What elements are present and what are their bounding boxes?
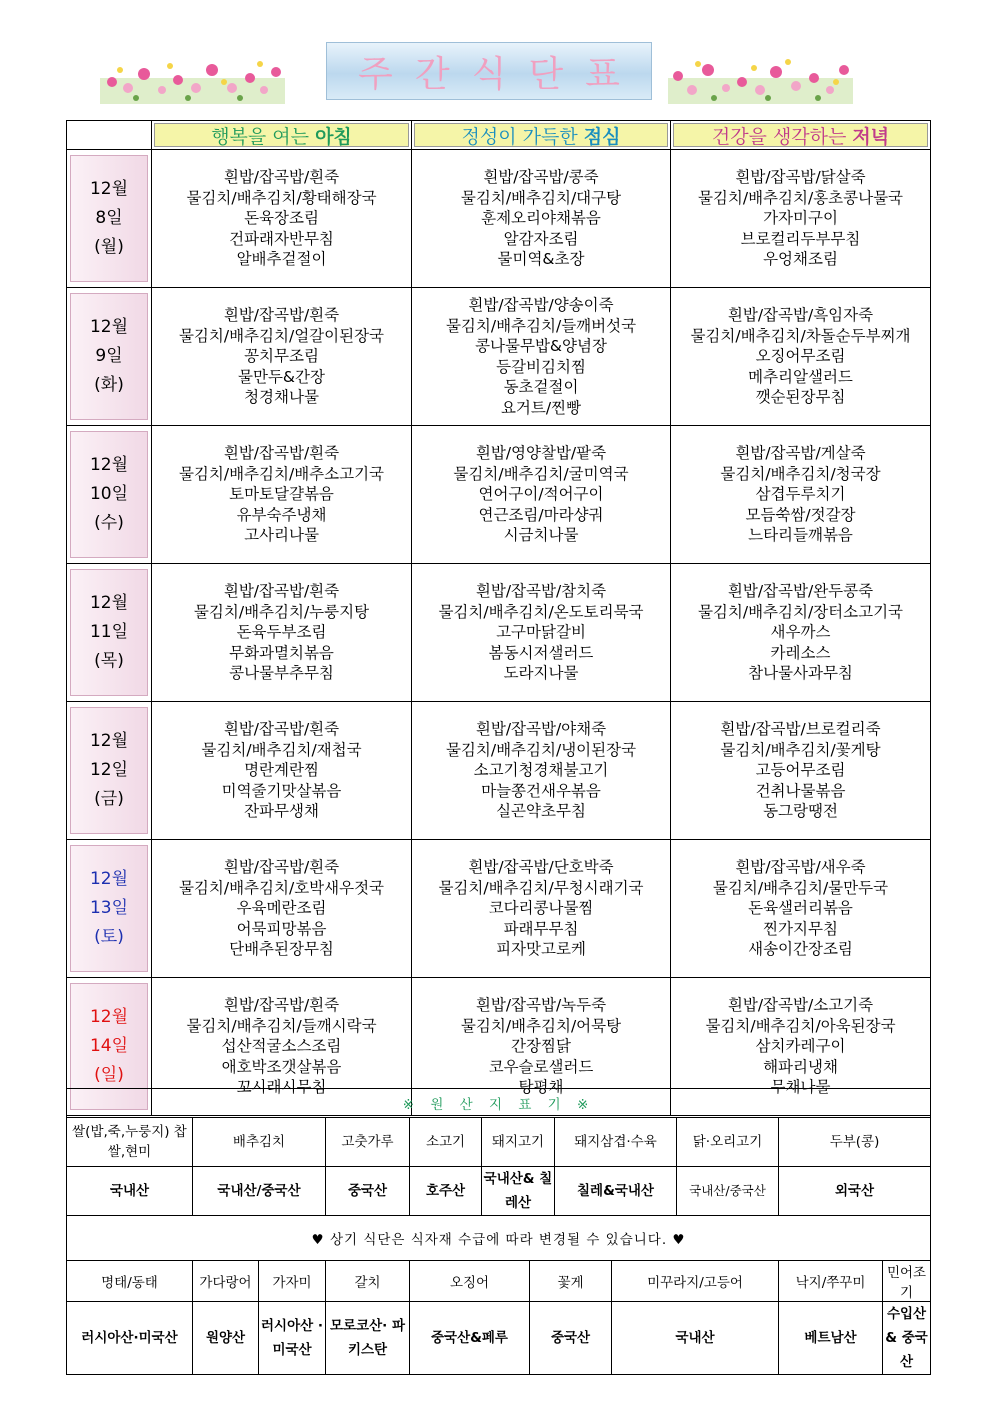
menu-item: 물김치/배추김치/홍초콩나물국 (697, 188, 904, 207)
menu-item: 무채나물 (770, 1078, 831, 1097)
menu-item: 새우까스 (770, 623, 831, 642)
origin-item-name: 소고기 (410, 1118, 482, 1167)
date-cell (67, 564, 152, 702)
menu-item: 메추리알샐러드 (748, 367, 853, 386)
origin-item-value: 원양산 (193, 1302, 259, 1375)
breakfast-menu-cell (152, 564, 412, 702)
menu-item: 소고기청경채불고기 (473, 761, 609, 780)
origin-item-name: 오징어 (410, 1261, 530, 1302)
menu-item: 탕평채 (518, 1078, 564, 1097)
origin-item-name: 낙지/쭈꾸미 (779, 1261, 883, 1302)
menu-item: 오징어무조림 (755, 347, 846, 366)
date-day: 14일 (89, 1036, 129, 1056)
origin-item-value: 외국산 (779, 1167, 931, 1216)
menu-item: 연근조림/마라샹궈 (478, 505, 604, 524)
menu-item: 유부숙주냉채 (236, 505, 327, 524)
menu-item: 시금치나물 (503, 526, 579, 545)
date-weekday: (금) (94, 789, 124, 809)
menu-item: 꼬시래시무침 (236, 1078, 327, 1097)
date-month: 12월 (89, 731, 129, 751)
menu-item: 동그랑땡전 (763, 802, 838, 821)
origin-item-name: 미꾸라지/고등어 (612, 1261, 779, 1302)
menu-item: 알배추겉절이 (236, 250, 327, 269)
flower-decoration-right (668, 48, 853, 104)
menu-item: 동초겉절이 (503, 378, 579, 396)
origin-item-name: 닭·오리고기 (677, 1118, 779, 1167)
menu-item: 흰밥/잡곡밥/새우죽 (735, 858, 866, 877)
date-weekday: (토) (94, 927, 124, 947)
menu-item: 우엉채조림 (763, 250, 838, 269)
date-weekday: (월) (94, 237, 124, 257)
day-row (67, 150, 931, 288)
origin-item-value: 국내산 (67, 1167, 193, 1216)
date-cell (67, 702, 152, 840)
menu-item: 물김치/배추김치/들깨시락국 (186, 1016, 377, 1035)
day-row (67, 426, 931, 564)
page-title: 주간식단표 (326, 42, 652, 100)
origin-item-value: 국내산/중국산 (677, 1167, 779, 1216)
lunch-menu-cell (412, 150, 671, 288)
menu-change-notice: ♥ 상기 식단은 식자재 수급에 따라 변경될 수 있습니다. ♥ (67, 1216, 931, 1261)
flower-decoration-left (100, 48, 285, 104)
day-row (67, 288, 931, 426)
breakfast-header: 행복을 여는 아침 (152, 121, 412, 150)
menu-item: 해파리냉채 (763, 1057, 838, 1076)
breakfast-menu-cell (152, 426, 412, 564)
menu-item: 건취나물볶음 (755, 781, 846, 800)
origin-item-name: 두부(콩) (779, 1118, 931, 1167)
menu-item: 흰밥/잡곡밥/완두콩죽 (727, 582, 874, 601)
menu-item: 물김치/배추김치/호박새우젓국 (178, 878, 385, 897)
origin-item-name: 가자미 (259, 1261, 326, 1302)
dinner-menu-cell (671, 702, 931, 840)
weekly-menu-table (66, 120, 931, 1116)
menu-item: 물김치/배추김치/굴미역국 (453, 464, 629, 483)
menu-item: 물김치/배추김치/무청시래기국 (438, 878, 644, 897)
dinner-menu-cell (671, 426, 931, 564)
origin-item-value: 칠레&국내산 (555, 1167, 677, 1216)
origin-item-value: 국내산 (612, 1302, 779, 1375)
day-row (67, 702, 931, 840)
origin-item-value: 중국산&페루 (410, 1302, 530, 1375)
date-month: 12월 (89, 869, 129, 889)
menu-body (67, 150, 931, 1116)
lunch-menu-cell (412, 288, 671, 426)
menu-item: 참나물사과무침 (748, 664, 853, 683)
date-month: 12월 (89, 1007, 129, 1027)
menu-item: 물김치/배추김치/아욱된장국 (705, 1016, 896, 1035)
menu-item: 돈육샐러리볶음 (748, 899, 853, 918)
menu-item: 카레소스 (770, 643, 831, 662)
menu-item: 잔파무생채 (244, 802, 319, 821)
menu-item: 깻순된장무침 (755, 388, 846, 407)
menu-item: 고구마닭갈비 (496, 623, 586, 642)
date-cell (67, 840, 152, 978)
menu-item: 흰밥/잡곡밥/흰죽 (223, 996, 340, 1015)
menu-item: 물김치/배추김치/꽃게탕 (720, 740, 881, 759)
menu-item: 명란계란찜 (244, 761, 319, 780)
menu-item: 연어구이/적어구이 (478, 485, 604, 504)
origin-item-value: 수입산& 중국산 (883, 1302, 931, 1375)
origin-row2-names (67, 1261, 931, 1302)
menu-item: 돈육두부조림 (236, 623, 327, 642)
menu-item: 흰밥/잡곡밥/게살죽 (735, 444, 866, 463)
menu-item: 고사리나물 (244, 526, 319, 545)
menu-item: 어묵피망볶음 (236, 919, 327, 938)
origin-item-value: 모로코산· 파키스탄 (326, 1302, 410, 1375)
menu-item: 느타리들깨볶음 (748, 526, 853, 545)
menu-item: 흰밥/잡곡밥/흑임자죽 (727, 306, 874, 325)
date-cell (67, 288, 152, 426)
menu-item: 흰밥/잡곡밥/흰죽 (223, 582, 340, 601)
menu-item: 도라지나물 (503, 664, 579, 683)
menu-item: 물김치/배추김치/청국장 (720, 464, 881, 483)
menu-item: 등갈비김치찜 (496, 357, 586, 376)
day-row (67, 564, 931, 702)
meal-header-row (67, 121, 931, 150)
menu-item: 찐가지무침 (763, 919, 838, 938)
lunch-header: 정성이 가득한 점심 (412, 121, 671, 150)
menu-item: 물김치/배추김치/황태해장국 (186, 188, 377, 207)
date-month: 12월 (89, 593, 129, 613)
menu-item: 꽁치무조림 (244, 347, 319, 366)
origin-item-name: 꽃게 (530, 1261, 612, 1302)
date-month: 12월 (89, 179, 129, 199)
origin-row1-values (67, 1167, 931, 1216)
origin-item-name: 고춧가루 (326, 1118, 410, 1167)
menu-item: 흰밥/잡곡밥/닭살죽 (735, 168, 866, 187)
menu-item: 물김치/배추김치/얼갈이된장국 (178, 326, 385, 345)
origin-item-value: 중국산 (530, 1302, 612, 1375)
origin-row1-names (67, 1118, 931, 1167)
origin-item-name: 돼지고기 (482, 1118, 555, 1167)
menu-item: 훈제오리야채볶음 (481, 209, 601, 228)
date-weekday: (목) (94, 651, 124, 671)
menu-item: 물김치/배추김치/장터소고기국 (697, 602, 904, 621)
menu-item: 물김치/배추김치/누룽지탕 (193, 602, 370, 621)
breakfast-menu-cell (152, 840, 412, 978)
menu-item: 피자맛고로케 (496, 940, 586, 959)
date-month: 12월 (89, 455, 129, 475)
breakfast-menu-cell (152, 150, 412, 288)
dinner-menu-cell (671, 288, 931, 426)
origin-item-value: 중국산 (326, 1167, 410, 1216)
menu-item: 토마토달걀볶음 (229, 485, 334, 504)
menu-item: 무화과멸치볶음 (229, 643, 334, 662)
menu-item: 물김치/배추김치/물만두국 (712, 878, 889, 897)
menu-item: 청경채나물 (244, 388, 319, 407)
origin-item-value: 국내산& 칠레산 (482, 1167, 555, 1216)
menu-item: 물미역&초장 (497, 250, 585, 269)
origin-row2-values (67, 1302, 931, 1375)
menu-item: 모듬쑥쌈/젓갈장 (745, 505, 856, 524)
origin-item-name: 가다랑어 (193, 1261, 259, 1302)
lunch-menu-cell (412, 840, 671, 978)
menu-item: 가자미구이 (763, 209, 838, 228)
breakfast-menu-cell (152, 288, 412, 426)
date-day: 12일 (89, 760, 129, 780)
menu-item: 흰밥/영양찰밥/팥죽 (475, 444, 607, 463)
menu-item: 단배추된장무침 (229, 940, 334, 959)
dinner-menu-cell (671, 150, 931, 288)
date-month: 12월 (89, 317, 129, 337)
menu-item: 물김치/배추김치/어묵탕 (460, 1016, 622, 1035)
menu-item: 흰밥/잡곡밥/소고기죽 (727, 996, 874, 1015)
menu-item: 흰밥/잡곡밥/콩죽 (483, 168, 599, 187)
menu-item: 건파래자반무침 (229, 229, 334, 248)
menu-item: 봄동시저샐러드 (488, 643, 594, 662)
menu-item: 흰밥/잡곡밥/녹두죽 (475, 996, 607, 1015)
menu-item: 브로컬리두부무침 (740, 229, 861, 248)
origin-item-value: 호주산 (410, 1167, 482, 1216)
menu-item: 콩나물부추무침 (229, 664, 334, 683)
date-day: 10일 (89, 484, 129, 504)
menu-item: 물김치/배추김치/대구탕 (460, 188, 622, 207)
menu-item: 코우슬로샐러드 (488, 1057, 594, 1076)
menu-item: 물김치/배추김치/차돌순두부찌개 (690, 326, 911, 345)
menu-item: 흰밥/잡곡밥/흰죽 (223, 858, 340, 877)
origin-item-name: 갈치 (326, 1261, 410, 1302)
menu-item: 파래무무침 (503, 919, 579, 938)
origin-title: ※ 원 산 지 표 기 ※ (67, 1089, 931, 1118)
menu-item: 물김치/배추김치/재첩국 (201, 740, 362, 759)
dinner-menu-cell (671, 564, 931, 702)
lunch-menu-cell (412, 564, 671, 702)
menu-item: 삼겹두루치기 (755, 485, 846, 504)
menu-item: 물김치/배추김치/온도토리묵국 (438, 602, 644, 621)
menu-item: 흰밥/잡곡밥/흰죽 (223, 168, 340, 187)
origin-item-value: 러시아산·미국산 (67, 1302, 193, 1375)
date-day: 11일 (89, 622, 129, 642)
menu-item: 코다리콩나물찜 (488, 899, 594, 918)
menu-item: 흰밥/잡곡밥/참치죽 (475, 582, 607, 601)
date-day: 9일 (95, 346, 123, 366)
menu-item: 흰밥/잡곡밥/브로컬리죽 (720, 720, 881, 739)
origin-item-name: 쌀(밥,죽,누룽지) 찹쌀,현미 (67, 1118, 193, 1167)
origin-item-name: 돼지삼겹·수육 (555, 1118, 677, 1167)
menu-item: 요거트/찐빵 (500, 398, 582, 417)
menu-item: 미역줄기맛살볶음 (221, 781, 342, 800)
menu-item: 흰밥/잡곡밥/양송이죽 (468, 296, 614, 314)
menu-item: 실곤약초무침 (496, 802, 586, 821)
menu-item: 애호박조갯살볶음 (221, 1057, 342, 1076)
date-weekday: (화) (94, 375, 124, 395)
menu-item: 돈육장조림 (244, 209, 319, 228)
date-cell (67, 150, 152, 288)
dinner-header: 건강을 생각하는 저녁 (671, 121, 931, 150)
date-weekday: (일) (94, 1065, 124, 1085)
date-header (67, 121, 152, 150)
menu-item: 고등어무조림 (755, 761, 846, 780)
menu-item: 섭산적굴소스조림 (221, 1037, 342, 1056)
origin-item-name: 배추김치 (193, 1118, 326, 1167)
menu-item: 흰밥/잡곡밥/흰죽 (223, 720, 340, 739)
menu-item: 흰밥/잡곡밥/흰죽 (223, 306, 340, 325)
menu-item: 간장찜닭 (511, 1037, 571, 1056)
lunch-menu-cell (412, 426, 671, 564)
menu-item: 삼치카레구이 (755, 1037, 846, 1056)
origin-item-value: 베트남산 (779, 1302, 883, 1375)
menu-item: 새송이간장조림 (748, 940, 853, 959)
menu-item: 마늘쫑건새우볶음 (481, 781, 601, 800)
menu-item: 흰밥/잡곡밥/단호박죽 (468, 858, 614, 877)
breakfast-menu-cell (152, 702, 412, 840)
menu-item: 우육메란조림 (236, 899, 327, 918)
menu-item: 물김치/배추김치/냉이된장국 (445, 740, 637, 759)
date-day: 13일 (89, 898, 129, 918)
menu-item: 흰밥/잡곡밥/흰죽 (223, 444, 340, 463)
date-day: 8일 (95, 208, 123, 228)
origin-item-value: 국내산/중국산 (193, 1167, 326, 1216)
menu-item: 물김치/배추김치/들깨버섯국 (445, 316, 637, 335)
date-cell (67, 426, 152, 564)
day-row (67, 840, 931, 978)
menu-item: 물만두&간장 (238, 367, 325, 386)
menu-item: 물김치/배추김치/배추소고기국 (178, 464, 385, 483)
origin-item-name: 민어조기 (883, 1261, 931, 1302)
origin-item-name: 명태/동태 (67, 1261, 193, 1302)
dinner-menu-cell (671, 840, 931, 978)
lunch-menu-cell (412, 702, 671, 840)
menu-item: 알감자조림 (503, 229, 579, 248)
origin-table (66, 1088, 931, 1375)
menu-item: 흰밥/잡곡밥/야채죽 (475, 720, 607, 739)
menu-item: 콩나물무밥&양념장 (475, 337, 607, 355)
origin-item-value: 러시아산 ·미국산 (259, 1302, 326, 1375)
date-weekday: (수) (94, 513, 124, 533)
